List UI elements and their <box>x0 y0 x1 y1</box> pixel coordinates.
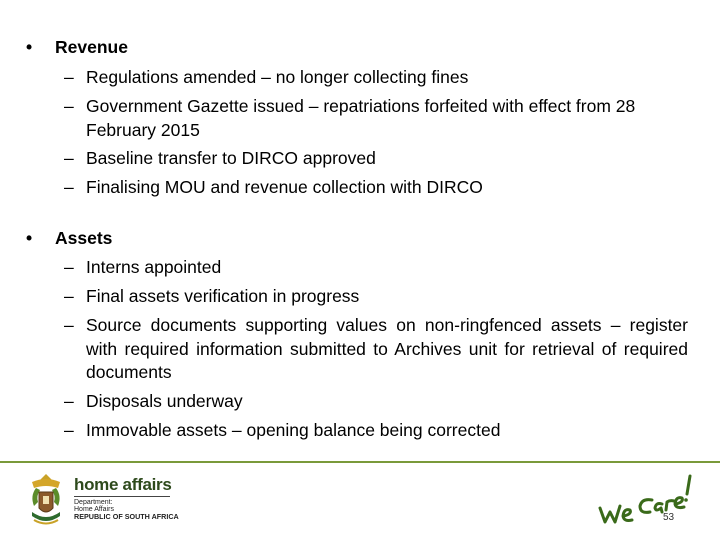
list-item-text: Interns appointed <box>86 257 222 277</box>
dash-icon: – <box>64 286 74 306</box>
country-name: REPUBLIC OF SOUTH AFRICA <box>74 512 179 521</box>
department-name: Home Affairs <box>74 506 114 513</box>
section-title: Assets <box>55 228 113 248</box>
section-title: Revenue <box>55 37 128 57</box>
we-care-slogan-logo <box>596 470 696 530</box>
bullet-icon: • <box>26 228 33 248</box>
slide-footer <box>0 460 720 540</box>
dash-icon: – <box>64 148 74 168</box>
list-item-text: Baseline transfer to DIRCO approved <box>86 148 376 168</box>
list-item-text: Final assets verification in progress <box>86 286 360 306</box>
bullet-icon: • <box>26 37 33 57</box>
list-item-text: Finalising MOU and revenue collection with DIRCO <box>86 177 483 197</box>
dash-icon: – <box>64 257 74 277</box>
coat-of-arms-icon <box>24 472 68 528</box>
list-item-text: Disposals underway <box>86 391 243 411</box>
logo-title: home affairs <box>74 475 172 494</box>
dash-icon: – <box>64 177 74 197</box>
dash-icon: – <box>64 391 74 411</box>
list-item-text: Source documents supporting values on non-ringfenced assets – register with required information submitted to Archives unit for retrieval of required documents <box>86 315 688 382</box>
footer-divider <box>0 461 720 463</box>
dash-icon: – <box>64 420 74 440</box>
dash-icon: – <box>64 96 74 116</box>
logo-divider <box>74 496 170 497</box>
dash-icon: – <box>64 315 74 335</box>
list-item-text: Government Gazette issued – repatriations forfeited with effect from 28 February 2015 <box>86 96 636 140</box>
list-item-text: Regulations amended – no longer collecting fines <box>86 67 469 87</box>
department-label: Department: <box>74 499 113 506</box>
dash-icon: – <box>64 67 74 87</box>
page-number: 53 <box>663 512 675 523</box>
list-item-text: Immovable assets – opening balance being corrected <box>86 420 501 440</box>
